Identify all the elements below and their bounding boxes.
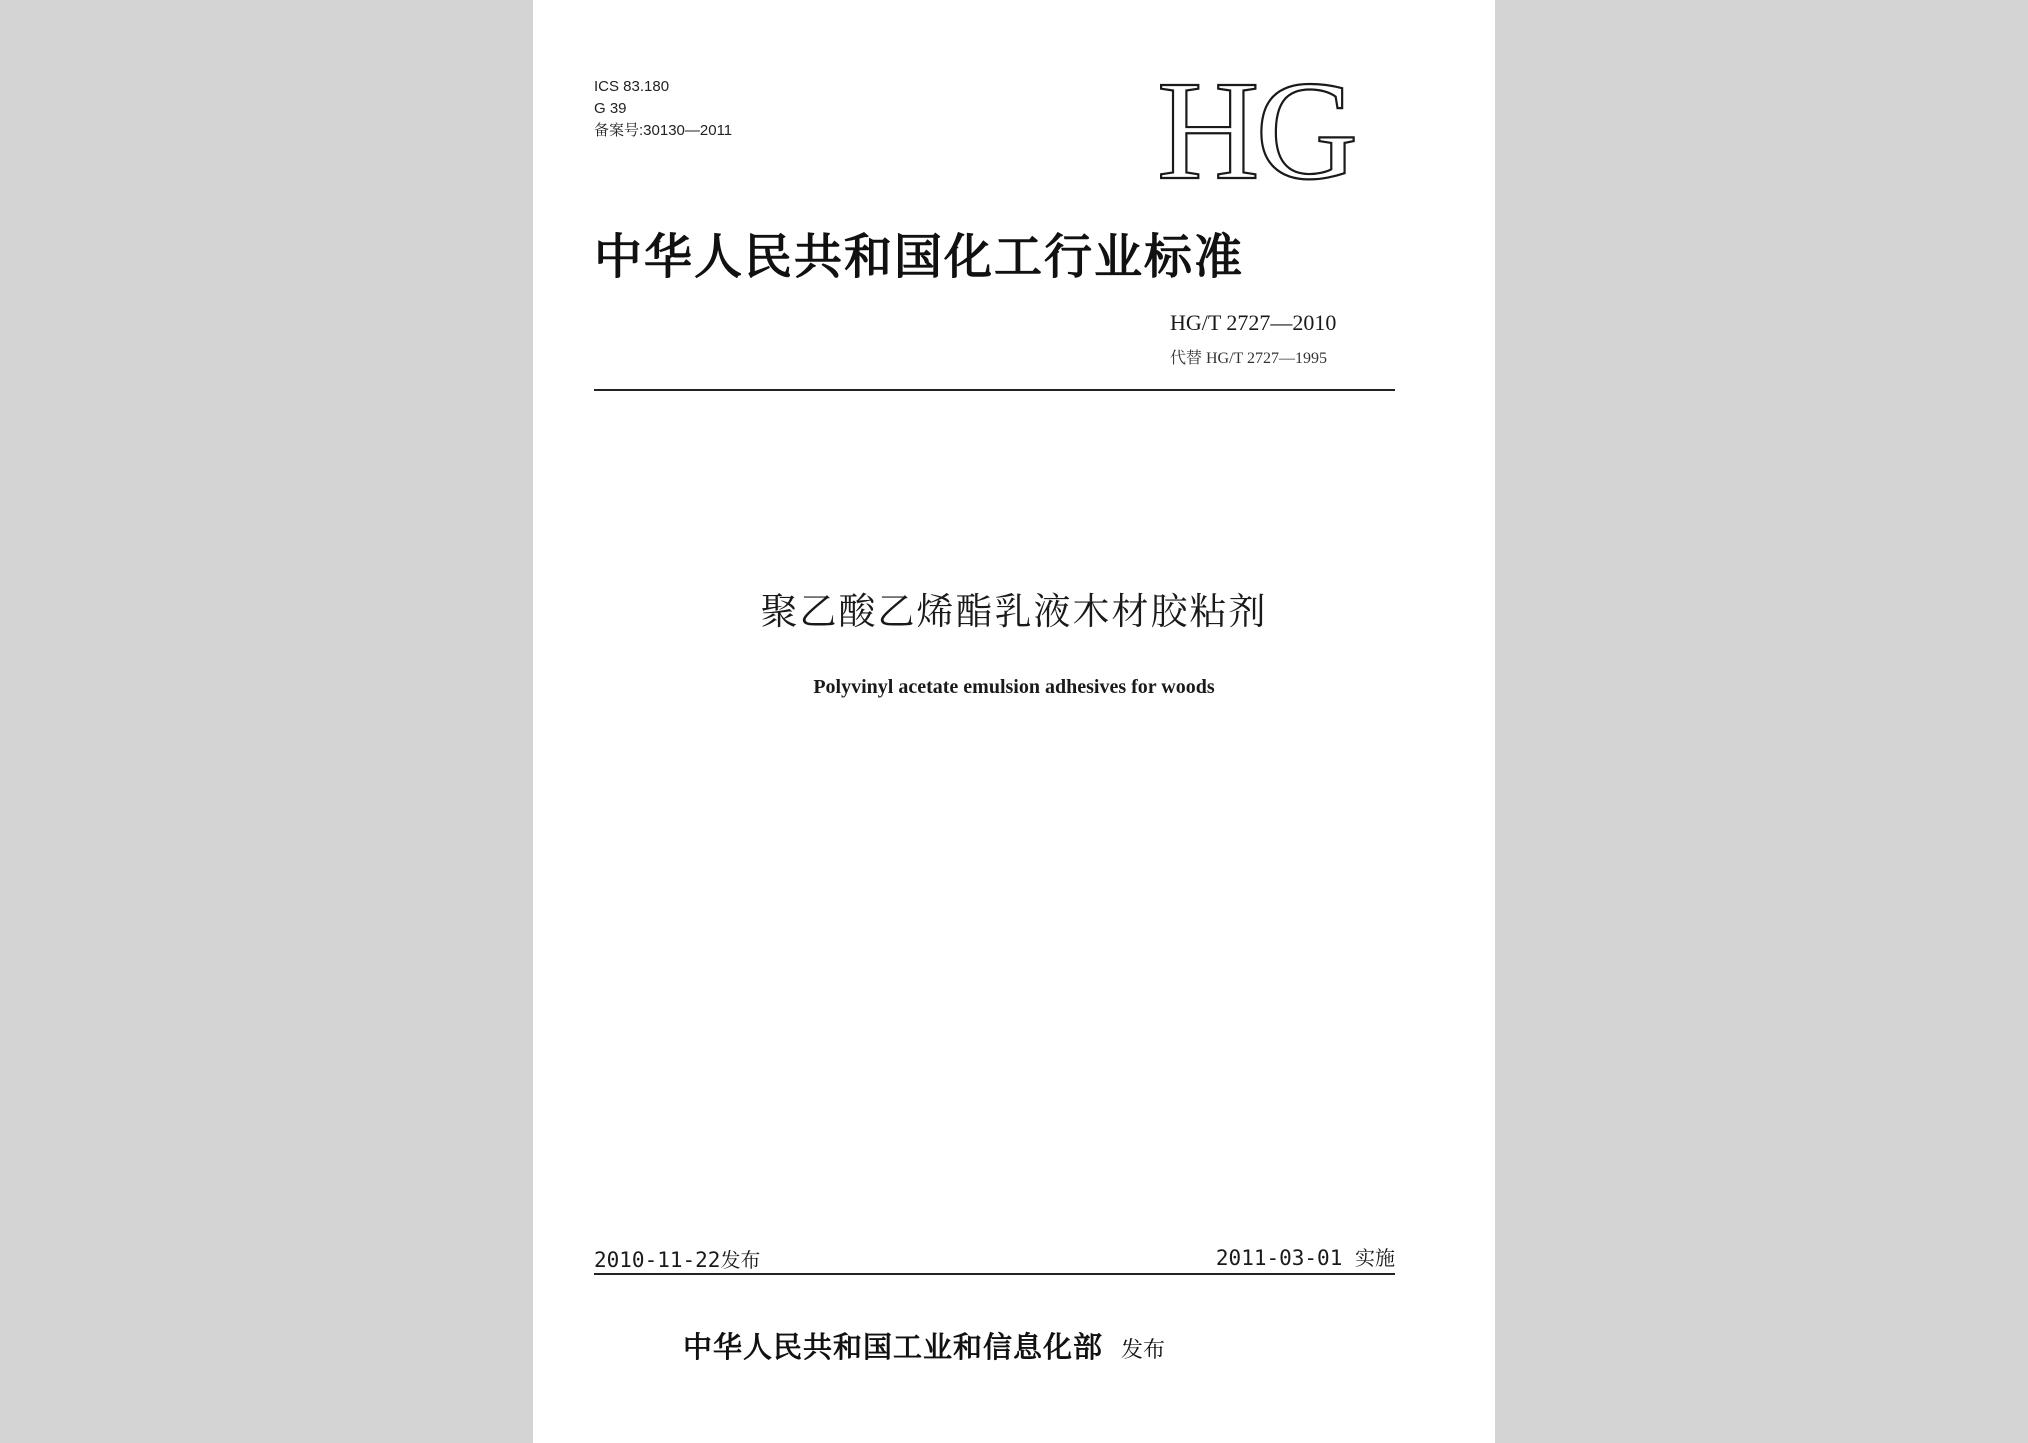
issue-date-value: 2010-11-22 xyxy=(594,1248,721,1272)
ccs-code: G 39 xyxy=(594,100,627,117)
ics-code: ICS 83.180 xyxy=(594,78,670,95)
publisher-line xyxy=(683,1325,1165,1366)
top-divider xyxy=(594,389,1395,391)
industry-standard-title: 中华人民共和国化工行业标准 xyxy=(594,229,1245,285)
bottom-divider xyxy=(594,1273,1395,1275)
implementation-date-label: 实施 xyxy=(1355,1246,1395,1270)
document-title-en: Polyvinyl acetate emulsion adhesives for woods xyxy=(813,676,1215,698)
hg-logo-text: HG xyxy=(1157,66,1355,196)
issue-date-label: 发布 xyxy=(720,1248,761,1272)
standard-cover-page xyxy=(533,0,1495,1443)
standard-number: HG/T 2727—2010 xyxy=(1170,310,1337,335)
document-title-cn: 聚乙酸乙烯酯乳液木材胶粘剂 xyxy=(760,590,1268,633)
classification-block xyxy=(594,76,732,142)
implementation-date-value: 2011-03-01 xyxy=(1215,1246,1343,1270)
publisher-org: 中华人民共和国工业和信息化部 xyxy=(683,1330,1104,1364)
issue-date xyxy=(594,1244,760,1273)
publisher-action: 发布 xyxy=(1121,1338,1166,1363)
replaces-standard: 代替 HG/T 2727—1995 xyxy=(1170,350,1328,367)
implementation-date xyxy=(1216,1242,1395,1271)
filing-number: 备案号:30130—2011 xyxy=(594,122,733,139)
hg-logo xyxy=(1155,66,1375,196)
